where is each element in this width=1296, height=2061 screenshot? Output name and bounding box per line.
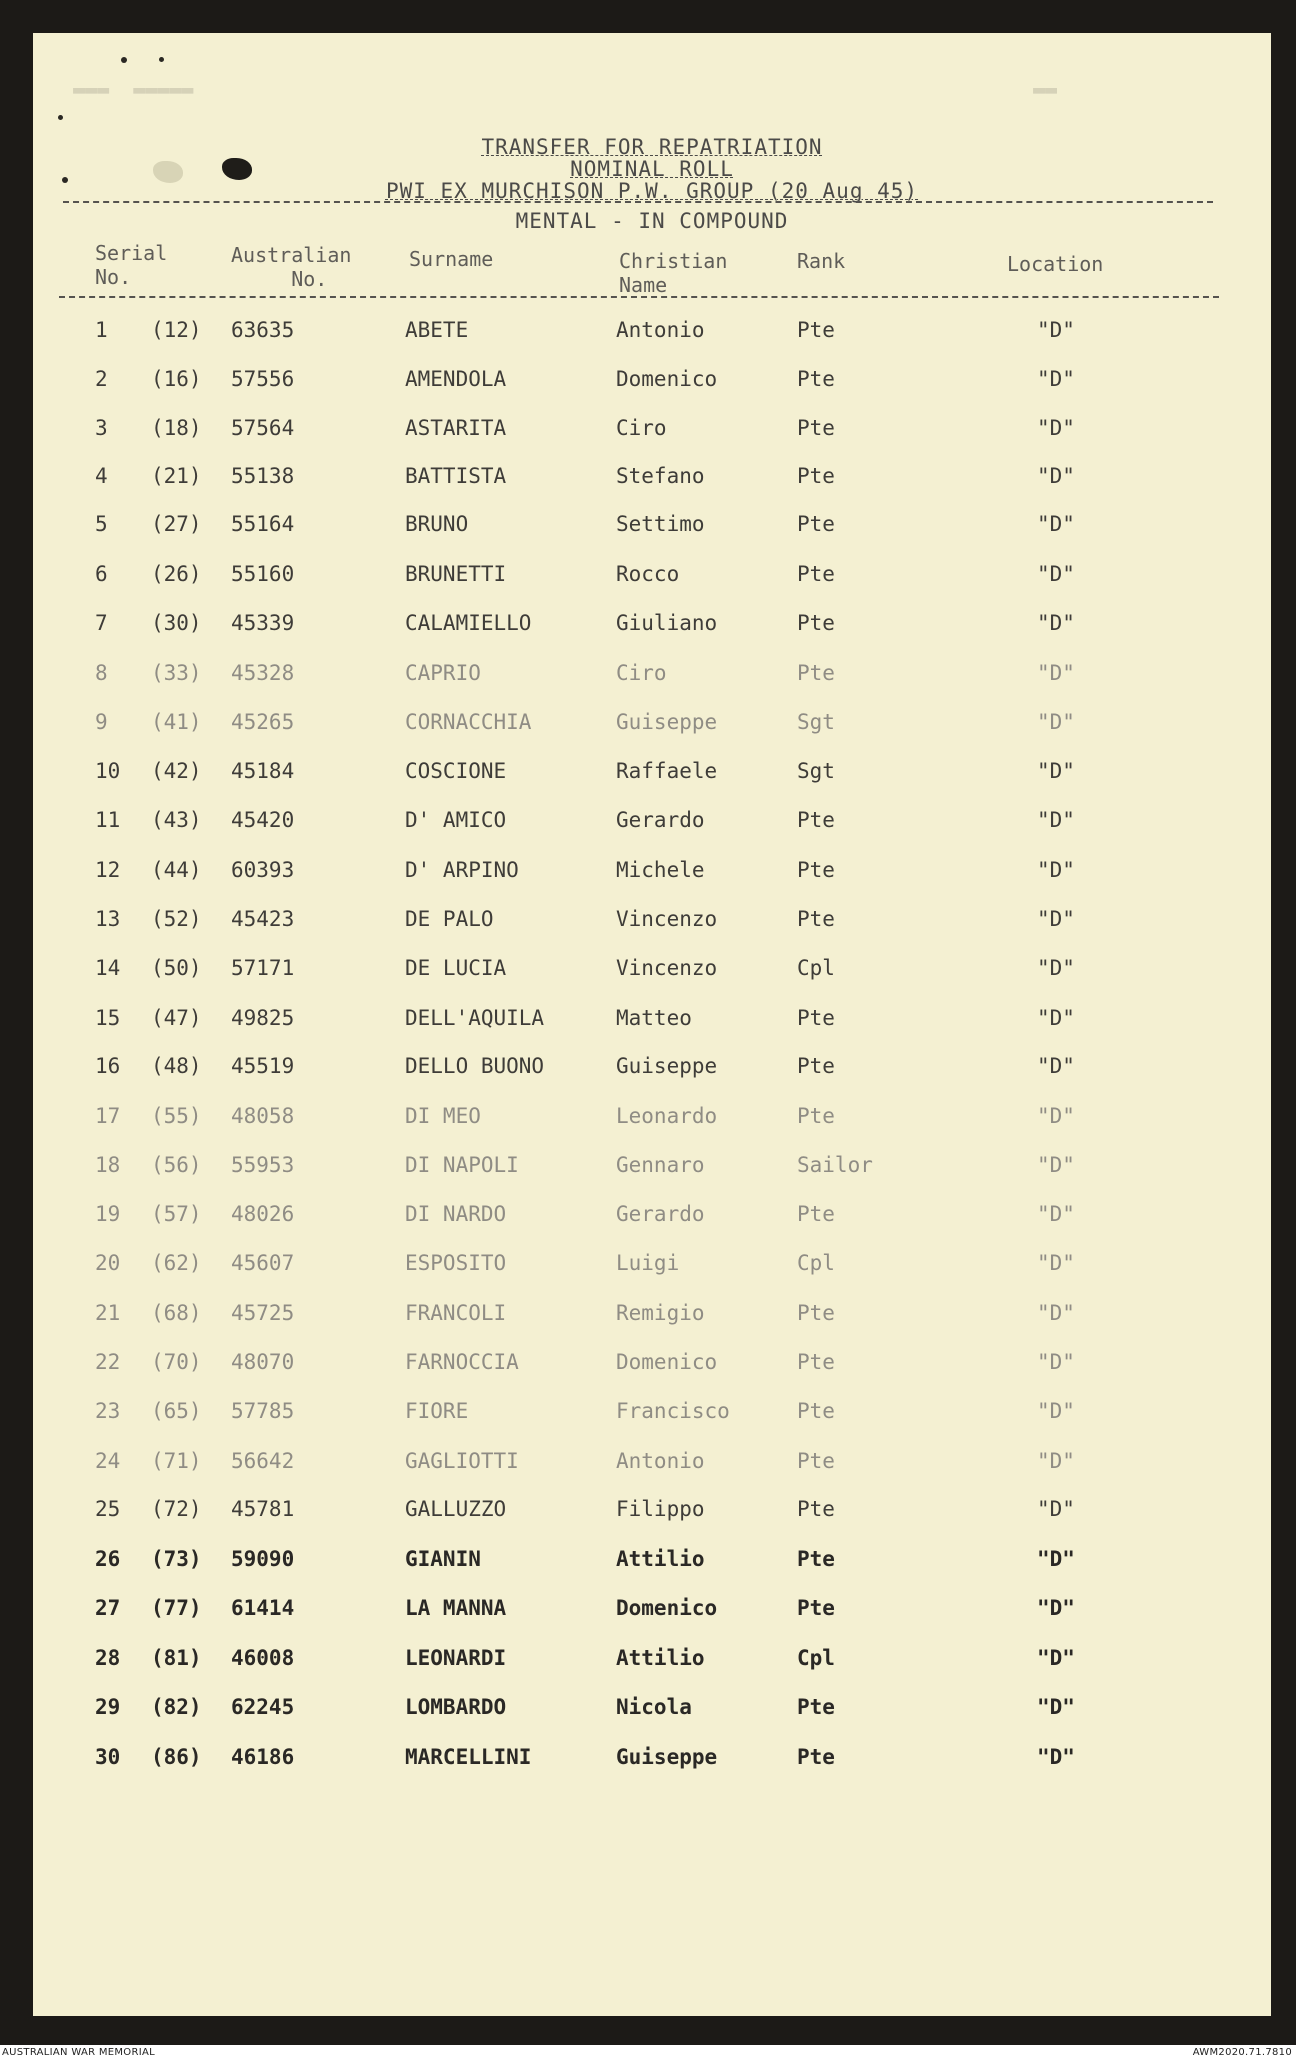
table-row <box>33 661 1271 701</box>
australian-number: 57556 <box>231 367 295 391</box>
rank: Pte <box>797 1006 835 1030</box>
christian-name: Ciro <box>616 661 667 685</box>
christian-name: Antonio <box>616 1449 705 1473</box>
australian-number: 57785 <box>231 1399 295 1423</box>
prior-serial: (27) <box>151 512 202 536</box>
christian-name: Michele <box>616 858 705 882</box>
surname: BRUNO <box>405 512 469 536</box>
serial-number: 5 <box>95 512 108 536</box>
document-page <box>33 33 1271 2016</box>
christian-name: Giuliano <box>616 611 718 635</box>
australian-number: 45328 <box>231 661 295 685</box>
rank: Pte <box>797 318 835 342</box>
table-row <box>33 464 1271 504</box>
serial-number: 3 <box>95 416 108 440</box>
surname: GIANIN <box>405 1547 481 1571</box>
prior-serial: (18) <box>151 416 202 440</box>
location: "D" <box>1037 1497 1075 1521</box>
location: "D" <box>1037 611 1075 635</box>
prior-serial: (55) <box>151 1104 202 1128</box>
serial-number: 4 <box>95 464 108 488</box>
surname: AMENDOLA <box>405 367 507 391</box>
christian-name: Francisco <box>616 1399 730 1423</box>
prior-serial: (33) <box>151 661 202 685</box>
rank: Sgt <box>797 710 835 734</box>
bleed-through-mark: ▬▬ <box>1033 77 1058 101</box>
location: "D" <box>1037 1006 1075 1030</box>
table-row <box>33 907 1271 947</box>
table-row <box>33 1202 1271 1242</box>
christian-name: Leonardo <box>616 1104 718 1128</box>
prior-serial: (16) <box>151 367 202 391</box>
prior-serial: (41) <box>151 710 202 734</box>
rank: Pte <box>797 512 835 536</box>
serial-number: 17 <box>95 1104 121 1128</box>
serial-number: 23 <box>95 1399 121 1423</box>
table-row <box>33 1153 1271 1193</box>
table-row <box>33 1006 1271 1046</box>
surname: LEONARDI <box>405 1646 507 1670</box>
prior-serial: (48) <box>151 1054 202 1078</box>
australian-number: 46186 <box>231 1745 295 1769</box>
column-header-surname: Surname <box>409 247 494 271</box>
column-header-serial: Serial No. <box>95 241 168 289</box>
table-row <box>33 1350 1271 1390</box>
location: "D" <box>1037 1646 1075 1670</box>
column-header-location: Location <box>1007 252 1104 276</box>
australian-number: 59090 <box>231 1547 295 1571</box>
serial-number: 15 <box>95 1006 121 1030</box>
rank: Pte <box>797 1497 835 1521</box>
rank: Pte <box>797 1449 835 1473</box>
location: "D" <box>1037 1399 1075 1423</box>
australian-number: 57564 <box>231 416 295 440</box>
column-header-australian-no: Australian No. <box>231 243 352 291</box>
serial-number: 28 <box>95 1646 121 1670</box>
rank: Pte <box>797 562 835 586</box>
surname: LA MANNA <box>405 1596 507 1620</box>
australian-number: 48070 <box>231 1350 295 1374</box>
surname: COSCIONE <box>405 759 507 783</box>
prior-serial: (73) <box>151 1547 202 1571</box>
location: "D" <box>1037 661 1075 685</box>
christian-name: Antonio <box>616 318 705 342</box>
punch-hole <box>159 57 164 62</box>
surname: FRANCOLI <box>405 1301 507 1325</box>
surname: DE LUCIA <box>405 956 507 980</box>
document-group: PWI EX MURCHISON P.W. GROUP (20 Aug 45) <box>385 179 919 203</box>
christian-name: Filippo <box>616 1497 705 1521</box>
location: "D" <box>1037 1251 1075 1275</box>
serial-number: 18 <box>95 1153 121 1177</box>
australian-number: 60393 <box>231 858 295 882</box>
table-row <box>33 759 1271 799</box>
rank: Pte <box>797 464 835 488</box>
table-row <box>33 1646 1271 1686</box>
serial-number: 29 <box>95 1695 121 1719</box>
christian-name: Rocco <box>616 562 680 586</box>
serial-number: 13 <box>95 907 121 931</box>
prior-serial: (72) <box>151 1497 202 1521</box>
christian-name: Gennaro <box>616 1153 705 1177</box>
christian-name: Attilio <box>616 1646 705 1670</box>
serial-number: 6 <box>95 562 108 586</box>
australian-number: 48058 <box>231 1104 295 1128</box>
christian-name: Nicola <box>616 1695 692 1719</box>
christian-name: Guiseppe <box>616 710 718 734</box>
surname: LOMBARDO <box>405 1695 507 1719</box>
table-row <box>33 1596 1271 1636</box>
australian-number: 63635 <box>231 318 295 342</box>
prior-serial: (82) <box>151 1695 202 1719</box>
table-row <box>33 858 1271 898</box>
table-row <box>33 611 1271 651</box>
location: "D" <box>1037 1695 1075 1719</box>
document-subtitle: NOMINAL ROLL <box>570 157 734 181</box>
australian-number: 55953 <box>231 1153 295 1177</box>
serial-number: 12 <box>95 858 121 882</box>
prior-serial: (12) <box>151 318 202 342</box>
table-row <box>33 1497 1271 1537</box>
christian-name: Vincenzo <box>616 907 718 931</box>
document-title: TRANSFER FOR REPATRIATION <box>481 135 823 159</box>
australian-number: 55160 <box>231 562 295 586</box>
christian-name: Luigi <box>616 1251 680 1275</box>
serial-number: 30 <box>95 1745 121 1769</box>
location: "D" <box>1037 907 1075 931</box>
location: "D" <box>1037 318 1075 342</box>
surname: FARNOCCIA <box>405 1350 519 1374</box>
rank: Pte <box>797 1301 835 1325</box>
rank: Pte <box>797 1547 835 1571</box>
rank: Cpl <box>797 1251 835 1275</box>
surname: FIORE <box>405 1399 469 1423</box>
table-row <box>33 318 1271 358</box>
location: "D" <box>1037 1350 1075 1374</box>
table-row <box>33 956 1271 996</box>
christian-name: Domenico <box>616 367 718 391</box>
christian-name: Remigio <box>616 1301 705 1325</box>
location: "D" <box>1037 512 1075 536</box>
christian-name: Domenico <box>616 1350 718 1374</box>
location: "D" <box>1037 858 1075 882</box>
table-row <box>33 710 1271 750</box>
surname: DELLO BUONO <box>405 1054 545 1078</box>
serial-number: 8 <box>95 661 108 685</box>
australian-number: 45725 <box>231 1301 295 1325</box>
christian-name: Settimo <box>616 512 705 536</box>
prior-serial: (56) <box>151 1153 202 1177</box>
serial-number: 19 <box>95 1202 121 1226</box>
christian-name: Raffaele <box>616 759 718 783</box>
location: "D" <box>1037 1449 1075 1473</box>
australian-number: 57171 <box>231 956 295 980</box>
serial-number: 14 <box>95 956 121 980</box>
location: "D" <box>1037 1596 1075 1620</box>
rank: Pte <box>797 1596 835 1620</box>
surname: BRUNETTI <box>405 562 507 586</box>
australian-number: 46008 <box>231 1646 295 1670</box>
serial-number: 9 <box>95 710 108 734</box>
prior-serial: (81) <box>151 1646 202 1670</box>
table-row <box>33 1251 1271 1291</box>
australian-number: 61414 <box>231 1596 295 1620</box>
location: "D" <box>1037 1547 1075 1571</box>
location: "D" <box>1037 710 1075 734</box>
punch-hole <box>58 115 63 120</box>
location: "D" <box>1037 562 1075 586</box>
rank: Pte <box>797 416 835 440</box>
rank: Pte <box>797 808 835 832</box>
surname: MARCELLINI <box>405 1745 532 1769</box>
australian-number: 45607 <box>231 1251 295 1275</box>
surname: BATTISTA <box>405 464 507 488</box>
location: "D" <box>1037 1745 1075 1769</box>
australian-number: 48026 <box>231 1202 295 1226</box>
table-row <box>33 1695 1271 1735</box>
location: "D" <box>1037 1301 1075 1325</box>
column-rule <box>59 296 1219 298</box>
rank: Pte <box>797 1695 835 1719</box>
serial-number: 2 <box>95 367 108 391</box>
rank: Sgt <box>797 759 835 783</box>
table-row <box>33 1399 1271 1439</box>
prior-serial: (71) <box>151 1449 202 1473</box>
prior-serial: (30) <box>151 611 202 635</box>
table-row <box>33 512 1271 552</box>
surname: CORNACCHIA <box>405 710 532 734</box>
serial-number: 21 <box>95 1301 121 1325</box>
prior-serial: (68) <box>151 1301 202 1325</box>
prior-serial: (86) <box>151 1745 202 1769</box>
table-row <box>33 808 1271 848</box>
table-row <box>33 1054 1271 1094</box>
christian-name: Gerardo <box>616 1202 705 1226</box>
location: "D" <box>1037 808 1075 832</box>
table-row <box>33 562 1271 602</box>
table-row <box>33 1104 1271 1144</box>
prior-serial: (42) <box>151 759 202 783</box>
australian-number: 56642 <box>231 1449 295 1473</box>
rank: Pte <box>797 1350 835 1374</box>
serial-number: 11 <box>95 808 121 832</box>
prior-serial: (70) <box>151 1350 202 1374</box>
serial-number: 26 <box>95 1547 121 1571</box>
serial-number: 20 <box>95 1251 121 1275</box>
location: "D" <box>1037 1202 1075 1226</box>
rank: Pte <box>797 367 835 391</box>
australian-number: 45339 <box>231 611 295 635</box>
surname: D' ARPINO <box>405 858 519 882</box>
prior-serial: (62) <box>151 1251 202 1275</box>
prior-serial: (26) <box>151 562 202 586</box>
serial-number: 27 <box>95 1596 121 1620</box>
location: "D" <box>1037 1054 1075 1078</box>
table-row <box>33 1449 1271 1489</box>
table-row <box>33 367 1271 407</box>
australian-number: 45781 <box>231 1497 295 1521</box>
column-header-rank: Rank <box>797 249 846 273</box>
punch-hole <box>121 57 127 63</box>
rank: Pte <box>797 1202 835 1226</box>
australian-number: 55138 <box>231 464 295 488</box>
prior-serial: (50) <box>151 956 202 980</box>
table-row <box>33 416 1271 456</box>
surname: DI MEO <box>405 1104 481 1128</box>
prior-serial: (43) <box>151 808 202 832</box>
section-heading: MENTAL - IN COMPOUND <box>515 209 789 233</box>
location: "D" <box>1037 759 1075 783</box>
serial-number: 1 <box>95 318 108 342</box>
rank: Sailor <box>797 1153 873 1177</box>
prior-serial: (44) <box>151 858 202 882</box>
australian-number: 45265 <box>231 710 295 734</box>
christian-name: Domenico <box>616 1596 718 1620</box>
prior-serial: (47) <box>151 1006 202 1030</box>
bleed-through-mark: ▬▬▬ ▬▬▬▬▬ <box>73 77 194 101</box>
surname: GAGLIOTTI <box>405 1449 519 1473</box>
australian-number: 45423 <box>231 907 295 931</box>
christian-name: Attilio <box>616 1547 705 1571</box>
table-row <box>33 1745 1271 1785</box>
rank: Cpl <box>797 1646 835 1670</box>
serial-number: 10 <box>95 759 121 783</box>
rank: Pte <box>797 1104 835 1128</box>
surname: CAPRIO <box>405 661 481 685</box>
christian-name: Gerardo <box>616 808 705 832</box>
surname: ESPOSITO <box>405 1251 507 1275</box>
footer-credit: AUSTRALIAN WAR MEMORIAL <box>2 2047 155 2058</box>
surname: DE PALO <box>405 907 494 931</box>
prior-serial: (52) <box>151 907 202 931</box>
location: "D" <box>1037 464 1075 488</box>
location: "D" <box>1037 956 1075 980</box>
australian-number: 62245 <box>231 1695 295 1719</box>
surname: ASTARITA <box>405 416 507 440</box>
christian-name: Guiseppe <box>616 1745 718 1769</box>
location: "D" <box>1037 367 1075 391</box>
surname: DI NARDO <box>405 1202 507 1226</box>
christian-name: Stefano <box>616 464 705 488</box>
christian-name: Matteo <box>616 1006 692 1030</box>
location: "D" <box>1037 1153 1075 1177</box>
table-row <box>33 1301 1271 1341</box>
rank: Pte <box>797 1745 835 1769</box>
surname: GALLUZZO <box>405 1497 507 1521</box>
australian-number: 55164 <box>231 512 295 536</box>
christian-name: Ciro <box>616 416 667 440</box>
location: "D" <box>1037 1104 1075 1128</box>
location: "D" <box>1037 416 1075 440</box>
surname: CALAMIELLO <box>405 611 532 635</box>
serial-number: 22 <box>95 1350 121 1374</box>
serial-number: 16 <box>95 1054 121 1078</box>
rank: Pte <box>797 858 835 882</box>
header-rule <box>63 201 1213 203</box>
rank: Pte <box>797 611 835 635</box>
surname: ABETE <box>405 318 469 342</box>
rank: Pte <box>797 1054 835 1078</box>
prior-serial: (65) <box>151 1399 202 1423</box>
australian-number: 49825 <box>231 1006 295 1030</box>
rank: Pte <box>797 1399 835 1423</box>
surname: DELL'AQUILA <box>405 1006 545 1030</box>
rank: Cpl <box>797 956 835 980</box>
rank: Pte <box>797 907 835 931</box>
serial-number: 7 <box>95 611 108 635</box>
christian-name: Vincenzo <box>616 956 718 980</box>
footer-reference: AWM2020.71.7810 <box>1192 2047 1292 2058</box>
column-header-christian-name: Christian Name <box>619 249 728 297</box>
surname: DI NAPOLI <box>405 1153 519 1177</box>
table-row <box>33 1547 1271 1587</box>
serial-number: 24 <box>95 1449 121 1473</box>
surname: D' AMICO <box>405 808 507 832</box>
australian-number: 45420 <box>231 808 295 832</box>
australian-number: 45519 <box>231 1054 295 1078</box>
serial-number: 25 <box>95 1497 121 1521</box>
prior-serial: (21) <box>151 464 202 488</box>
rank: Pte <box>797 661 835 685</box>
prior-serial: (77) <box>151 1596 202 1620</box>
australian-number: 45184 <box>231 759 295 783</box>
christian-name: Guiseppe <box>616 1054 718 1078</box>
prior-serial: (57) <box>151 1202 202 1226</box>
